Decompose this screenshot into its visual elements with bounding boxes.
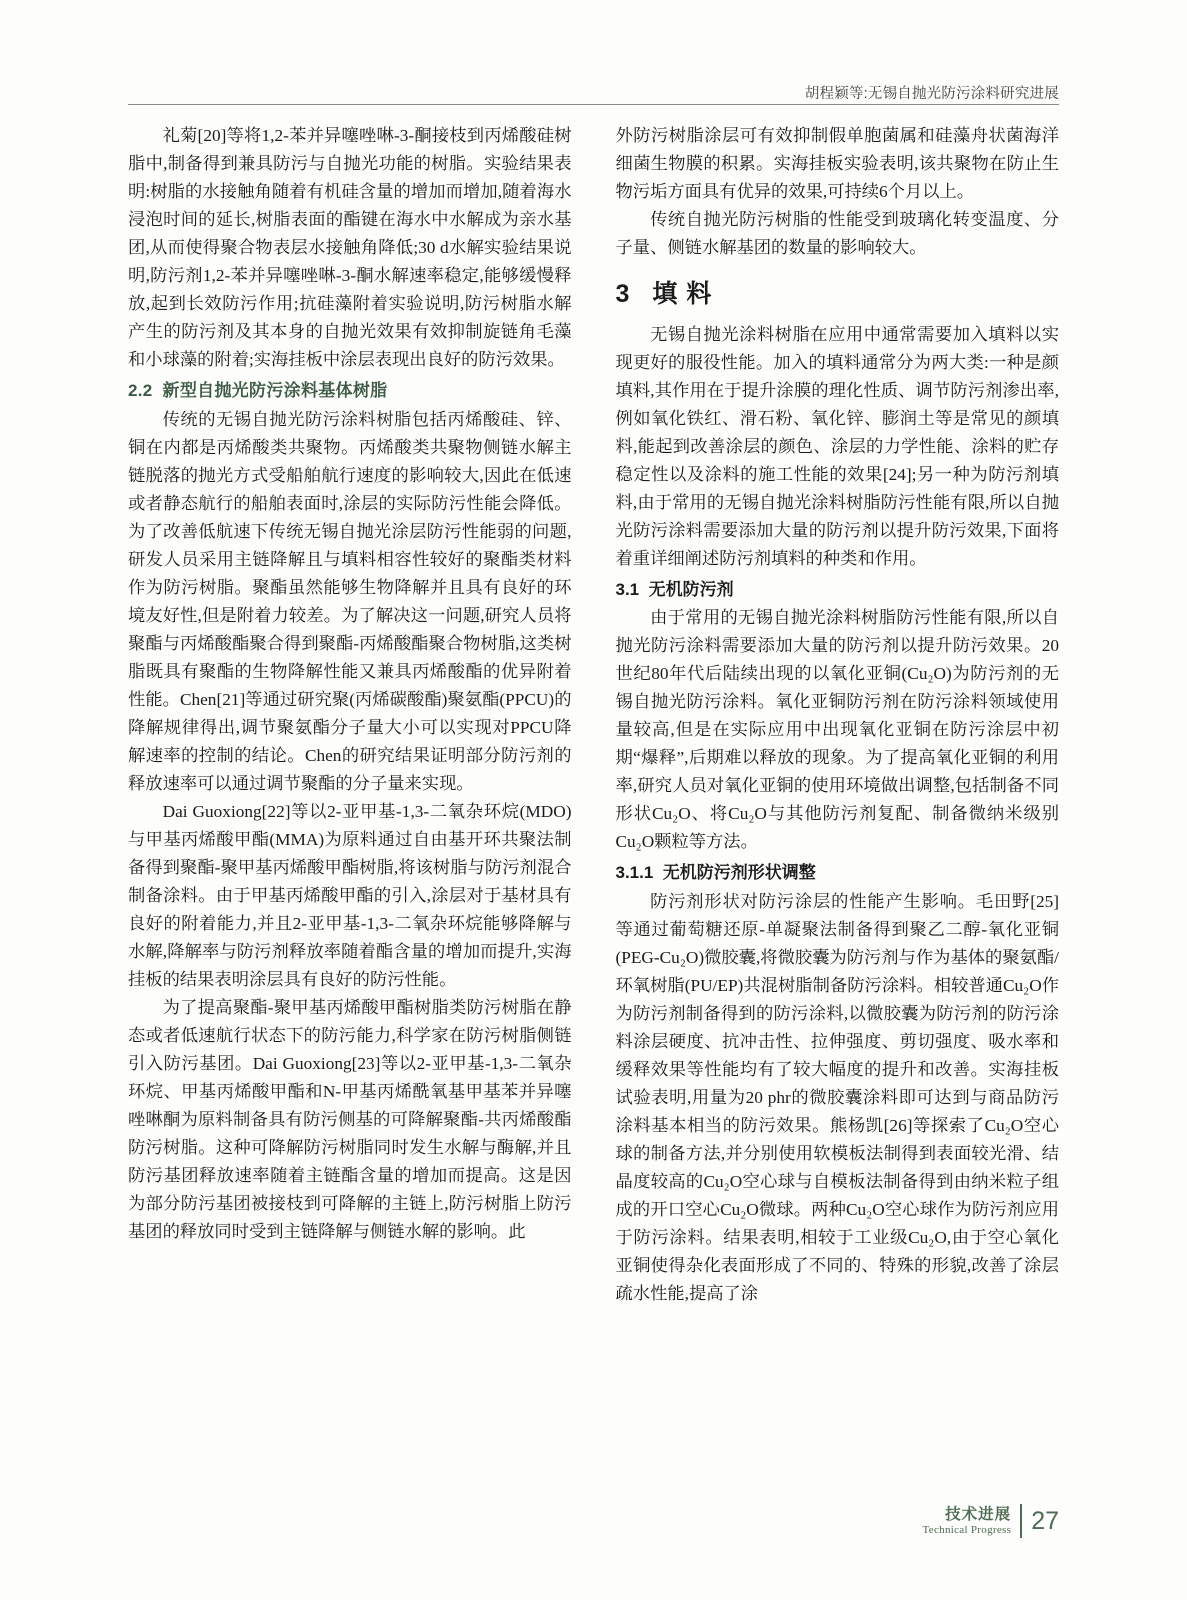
paragraph: Dai Guoxiong[22]等以2-亚甲基-1,3-二氧杂环烷(MDO)与甲基丙烯酸甲酯(MMA)为原料通过自由基开环共聚法制备得到聚酯-聚甲基丙烯酸甲酯树脂,将该树脂与防污剂混合制备涂料。由于甲基丙烯酸甲酯的引入,涂层对于基材具有良好的附着能力,并且2-亚甲基-1,3-二氧杂环烷能够降解与水解,降解率与防污剂释放率随着酯含量的增加而提升,实海挂板的结果表明涂层具有良好的防污性能。	[128, 801, 572, 989]
subsection-title: 新型自抛光防污涂料基体树脂	[162, 381, 388, 401]
paragraph: 外防污树脂涂层可有效抑制假单胞菌属和硅藻舟状菌海洋细菌生物膜的积累。实海挂板实验表明,该共聚物在防止生物污垢方面具有优异的效果,可持续6个月以上。	[615, 126, 1059, 202]
right-column	[616, 122, 1060, 1308]
running-header: 胡程颖等:无锡自抛光防污涂料研究进展	[804, 86, 1059, 102]
paragraph: 礼菊[20]等将1,2-苯并异噻唑啉-3-酮接枝到丙烯酸硅树脂中,制备得到兼具防污与自抛光功能的树脂。实验结果表明:树脂的水接触角随着有机硅含量的增加而增加,随着海水浸泡时间的延长,树脂表面的酯键在海水中水解成为亲水基团,从而使得聚合物表层水接触角降低;30 d水解实验结果说明,防污剂1,2-苯并异噻唑啉-3-酮水解速率稳定,能够缓慢释放,起到长效防污作用;抗硅藻附着实验说明,防污树脂水解产生的防污剂及其本身的自抛光效果有效抑制旋链角毛藻和小球藻的附着;实海挂板中涂层表现出良好的防污效果。	[128, 126, 572, 370]
left-column	[128, 122, 572, 1308]
subsection-number: 3.1.1	[615, 863, 654, 883]
footer-label-en: Technical Progress	[922, 1523, 1012, 1536]
section-heading-3	[616, 274, 1060, 315]
subsection-heading-2-2	[128, 377, 572, 405]
subsection-title: 无机防污剂形状调整	[662, 863, 816, 883]
paragraph: 传统自抛光防污树脂的性能受到玻璃化转变温度、分子量、侧链水解基团的数量的影响较大。	[615, 210, 1059, 258]
paragraph: 防污剂形状对防污涂层的性能产生影响。毛田野[25]等通过葡萄糖还原-单凝聚法制备得到聚乙二醇-氧化亚铜(PEG-Cu₂O)微胶囊,将微胶囊为防污剂与作为基体的聚氨酯/环氧树脂(PU/EP)共混树脂制备防污涂料。相较普通Cu₂O作为防污剂制备得到的防污涂料,以微胶囊为防污剂的防污涂料涂层硬度、抗冲击性、拉伸强度、剪切强度、吸水率和缓释效果等性能均有了较大幅度的提升和改善。实海挂板试验表明,用量为20 phr的微胶囊涂料即可达到与商品防污涂料基本相当的防污效果。熊杨凯[26]等探索了Cu₂O空心球的制备方法,并分别使用软模板法制得到表面较光滑、结晶度较高的Cu₂O空心球与自模板法制备得到由纳米粒子组成的开口空心Cu₂O微球。两种Cu₂O空心球作为防污剂应用于防污涂料。结果表明,相较于工业级Cu₂O,由于空心氧化亚铜使得杂化表面形成了不同的、特殊的形貌,改善了涂层疏水性能,提高了涂	[615, 891, 1059, 1304]
section-number: 3	[615, 280, 631, 309]
footer-label-cn: 技术进展	[945, 1505, 1012, 1523]
footer-section-label	[923, 1506, 1012, 1536]
page-number: 27	[1031, 1506, 1059, 1535]
subsection-title: 无机防污剂	[648, 579, 734, 599]
two-column-body	[128, 122, 1059, 1308]
section-title: 填 料	[652, 280, 713, 309]
footer-divider	[1020, 1504, 1022, 1538]
paragraph: 无锡自抛光涂料树脂在应用中通常需要加入填料以实现更好的服役性能。加入的填料通常分为两大类:一种是颜填料,其作用在于提升涂膜的理化性质、调节防污剂渗出率,例如氧化铁红、滑石粉、氧化锌、膨润土等是常见的颜填料,能起到改善涂层的颜色、涂层的力学性能、涂料的贮存稳定性以及涂料的施工性能的效果[24];另一种为防污剂填料,由于常用的无锡自抛光涂料树脂防污性能有限,所以自抛光防污涂料需要添加大量的防污剂以提升防污效果,下面将着重详细阐述防污剂填料的种类和作用。	[615, 324, 1059, 568]
subsection-number: 2.2	[128, 381, 153, 401]
page-footer	[923, 1504, 1059, 1538]
subsection-heading-3-1-1	[616, 859, 1060, 887]
subsection-number: 3.1	[615, 579, 640, 599]
paragraph: 由于常用的无锡自抛光涂料树脂防污性能有限,所以自抛光防污涂料需要添加大量的防污剂以提升防污效果。20世纪80年代后陆续出现的以氧化亚铜(Cu₂O)为防污剂的无锡自抛光防污涂料。氧化亚铜防污剂在防污涂料领域使用量较高,但是在实际应用中出现氧化亚铜在防污涂层中初期“爆释”,后期难以释放的现象。为了提高氧化亚铜的利用率,研究人员对氧化亚铜的使用环境做出调整,包括制备不同形状Cu₂O、将Cu₂O与其他防污剂复配、制备微纳米级别Cu₂O颗粒等方法。	[615, 608, 1059, 852]
paragraph: 传统的无锡自抛光防污涂料树脂包括丙烯酸硅、锌、铜在内都是丙烯酸类共聚物。丙烯酸类共聚物侧链水解主链脱落的抛光方式受船舶航行速度的影响较大,因此在低速或者静态航行的船舶表面时,涂层的实际防污性能会降低。为了改善低航速下传统无锡自抛光涂层防污性能弱的问题,研发人员采用主链降解且与填料相容性较好的聚酯类材料作为防污树脂。聚酯虽然能够生物降解并且具有良好的环境友好性,但是附着力较差。为了解决这一问题,研究人员将聚酯与丙烯酸酯聚合得到聚酯-丙烯酸酯聚合物树脂,这类树脂既具有聚酯的生物降解性能又兼具丙烯酸酯的优异附着性能。Chen[21]等通过研究聚(丙烯碳酸酯)聚氨酯(PPCU)的降解规律得出,调节聚氨酯分子量大小可以实现对PPCU降解速率的控制的结论。Chen的研究结果证明部分防污剂的释放速率可以通过调节聚酯的分子量来实现。	[128, 409, 572, 793]
header-divider	[128, 104, 1059, 105]
subsection-heading-3-1	[616, 576, 1060, 604]
paragraph: 为了提高聚酯-聚甲基丙烯酸甲酯树脂类防污树脂在静态或者低速航行状态下的防污能力,科学家在防污树脂侧链引入防污基团。Dai Guoxiong[23]等以2-亚甲基-1,3-二氧杂环烷、甲基丙烯酸甲酯和N-甲基丙烯酰氧基甲基苯并异噻唑啉酮为原料制备具有防污侧基的可降解聚酯-共丙烯酸酯防污树脂。这种可降解防污树脂同时发生水解与酶解,并且防污基团释放速率随着主链酯含量的增加而提高。这是因为部分防污基团被接枝到可降解的主链上,防污树脂上防污基团的释放同时受到主链降解与侧链水解的影响。此	[128, 998, 572, 1242]
